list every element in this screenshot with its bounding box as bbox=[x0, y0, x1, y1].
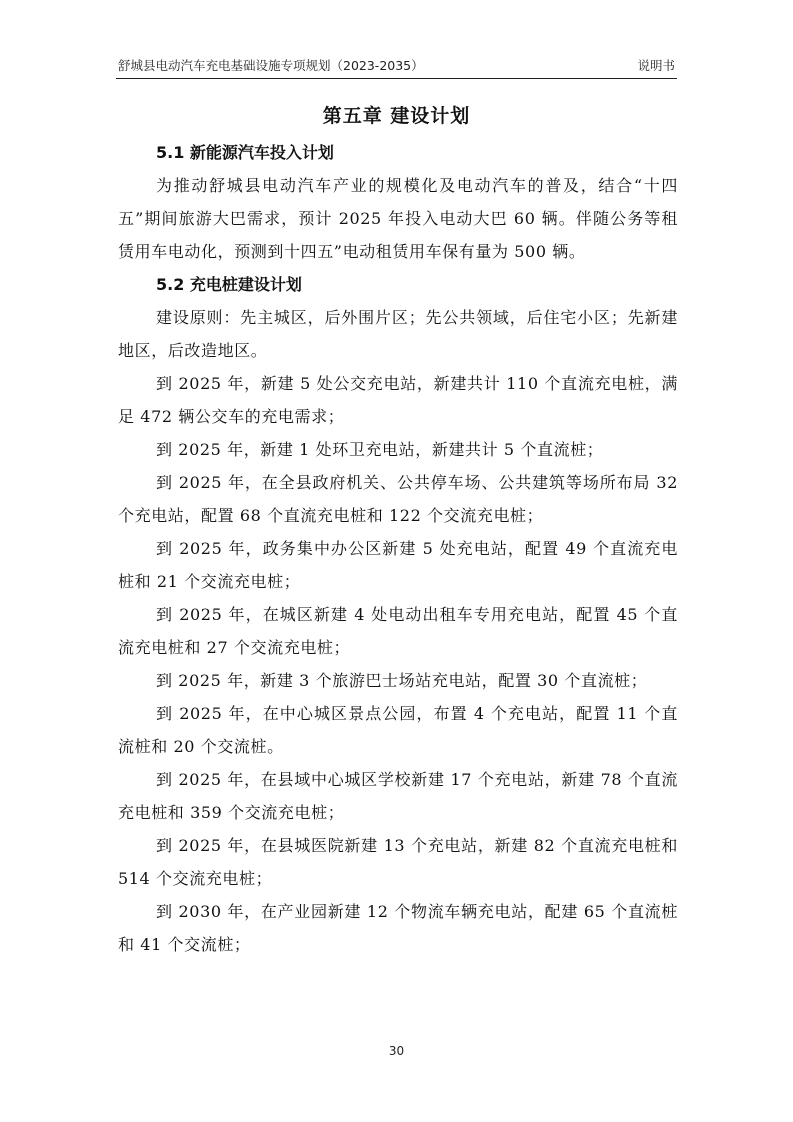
paragraph: 建设原则：先主城区，后外围片区；先公共领域，后住宅小区；先新建地区，后改造地区。 bbox=[118, 308, 678, 360]
paragraph: 到 2025 年，在中心城区景点公园，布置 4 个充电站，配置 11 个直流桩和 20 个交流桩。 bbox=[118, 704, 678, 756]
document-body bbox=[118, 136, 678, 961]
paragraph: 到 2030 年，在产业园新建 12 个物流车辆充电站，配建 65 个直流桩和 41 个交流桩； bbox=[118, 902, 678, 954]
page-header bbox=[118, 56, 675, 76]
paragraph: 到 2025 年，在城区新建 4 处电动出租车专用充电站，配置 45 个直流充电桩和 27 个交流充电桩； bbox=[118, 605, 678, 657]
chapter-title: 第五章 建设计划 bbox=[322, 105, 471, 127]
paragraph: 到 2025 年，新建 5 处公交充电站，新建共计 110 个直流充电桩，满足 472 辆公交车的充电需求； bbox=[118, 374, 678, 426]
paragraph: 到 2025 年，新建 1 处环卫充电站，新建共计 5 个直流桩； bbox=[156, 440, 604, 459]
header-section-label: 说明书 bbox=[637, 58, 675, 73]
paragraph: 到 2025 年，政务集中办公区新建 5 处充电站，配置 49 个直流充电桩和 21 个交流充电桩； bbox=[118, 539, 678, 591]
paragraph: 到 2025 年，在县城医院新建 13 个充电站，新建 82 个直流充电桩和 514 个交流充电桩； bbox=[118, 836, 678, 888]
header-document-title: 舒城县电动汽车充电基础设施专项规划（2023-2035） bbox=[118, 58, 424, 73]
section-title-5-1: 5.1 新能源汽车投入计划 bbox=[156, 143, 334, 162]
paragraph: 到 2025 年，新建 3 个旅游巴士场站充电站，配置 30 个直流桩； bbox=[156, 671, 648, 690]
header-divider bbox=[116, 78, 677, 79]
paragraph: 到 2025 年，在全县政府机关、公共停车场、公共建筑等场所布局 32 个充电站，配置 68 个直流充电桩和 122 个交流充电桩； bbox=[118, 473, 678, 525]
section-title-5-2: 5.2 充电桩建设计划 bbox=[156, 275, 302, 294]
page-number: 30 bbox=[388, 1044, 405, 1058]
paragraph: 到 2025 年，在县域中心城区学校新建 17 个充电站，新建 78 个直流充电桩和 359 个交流充电桩； bbox=[118, 770, 678, 822]
paragraph: 为推动舒城县电动汽车产业的规模化及电动汽车的普及，结合“十四五”期间旅游大巴需求，预计 2025 年投入电动大巴 60 辆。伴随公务等租赁用车电动化，预测到十四五”电动租赁用车保有量为 500 辆。 bbox=[118, 176, 678, 261]
